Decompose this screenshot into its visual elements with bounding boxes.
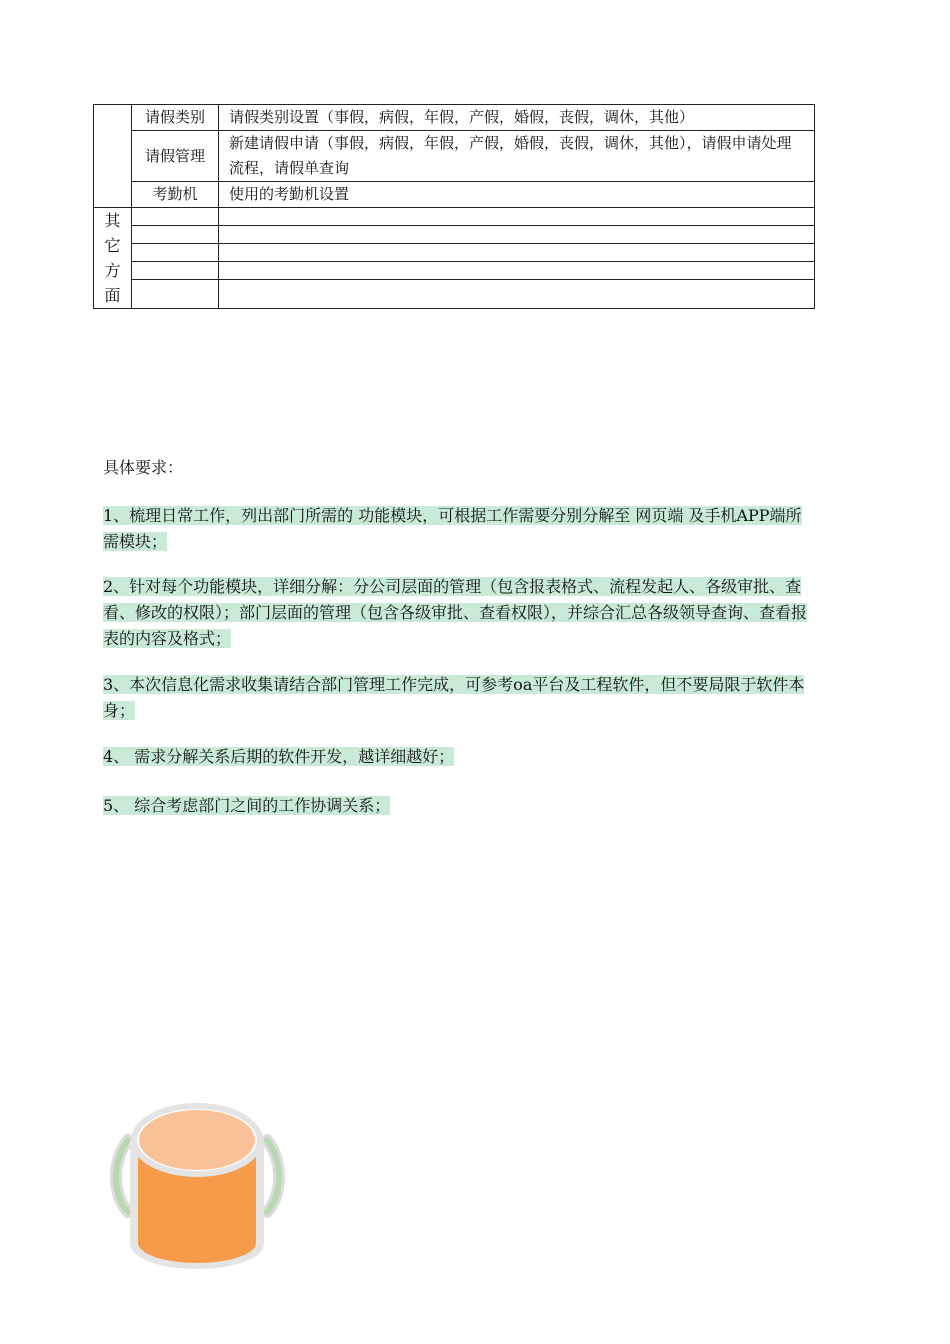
empty-desc-cell <box>219 225 815 243</box>
empty-desc-cell <box>219 261 815 279</box>
requirement-item: 3、本次信息化需求收集请结合部门管理工作完成，可参考oa平台及工程软件，但不要局限于软件本身； <box>103 675 805 720</box>
requirement-item: 1、梳理日常工作，列出部门所需的 功能模块，可根据工作需要分别分解至 网页端 及手机APP端所需模块； <box>103 506 802 551</box>
module-name-cell: 请假类别 <box>132 105 219 131</box>
empty-name-cell <box>132 243 219 261</box>
empty-name-cell <box>132 208 219 226</box>
category-label-other: 其 它 方 面 <box>104 211 121 305</box>
table-row <box>94 131 815 182</box>
category-cell-other <box>94 208 132 309</box>
blank-category-cell <box>94 105 132 208</box>
table-row <box>94 279 815 309</box>
table-row <box>94 105 815 131</box>
table-row <box>94 243 815 261</box>
table-row <box>94 225 815 243</box>
requirement-item: 5、 综合考虑部门之间的工作协调关系； <box>103 796 391 815</box>
module-name-cell: 考勤机 <box>132 182 219 208</box>
table-row <box>94 261 815 279</box>
requirements-title: 具体要求： <box>103 458 184 477</box>
requirement-item: 2、针对每个功能模块，详细分解：分公司层面的管理（包含报表格式、流程发起人、各级审批、查看、修改的权限）；部门层面的管理（包含各级审批、查看权限），并综合汇总各级领导查询、查看报表的内容及格式； <box>103 577 808 648</box>
empty-desc-cell <box>219 243 815 261</box>
empty-desc-cell <box>219 279 815 309</box>
module-desc-cell: 使用的考勤机设置 <box>219 182 815 208</box>
module-desc-cell: 新建请假申请（事假，病假，年假，产假，婚假，丧假，调休，其他），请假申请处理流程，请假单查询 <box>219 131 815 182</box>
empty-name-cell <box>132 261 219 279</box>
empty-name-cell <box>132 279 219 309</box>
requirements-table <box>93 104 815 309</box>
table-row <box>94 182 815 208</box>
module-desc-cell: 请假类别设置（事假，病假，年假，产假，婚假，丧假，调休，其他） <box>219 105 815 131</box>
database-cylinder-icon <box>110 1100 285 1274</box>
empty-desc-cell <box>219 208 815 226</box>
requirement-item: 4、 需求分解关系后期的软件开发，越详细越好； <box>103 747 455 766</box>
empty-name-cell <box>132 225 219 243</box>
table-row <box>94 208 815 226</box>
module-name-cell: 请假管理 <box>132 131 219 182</box>
